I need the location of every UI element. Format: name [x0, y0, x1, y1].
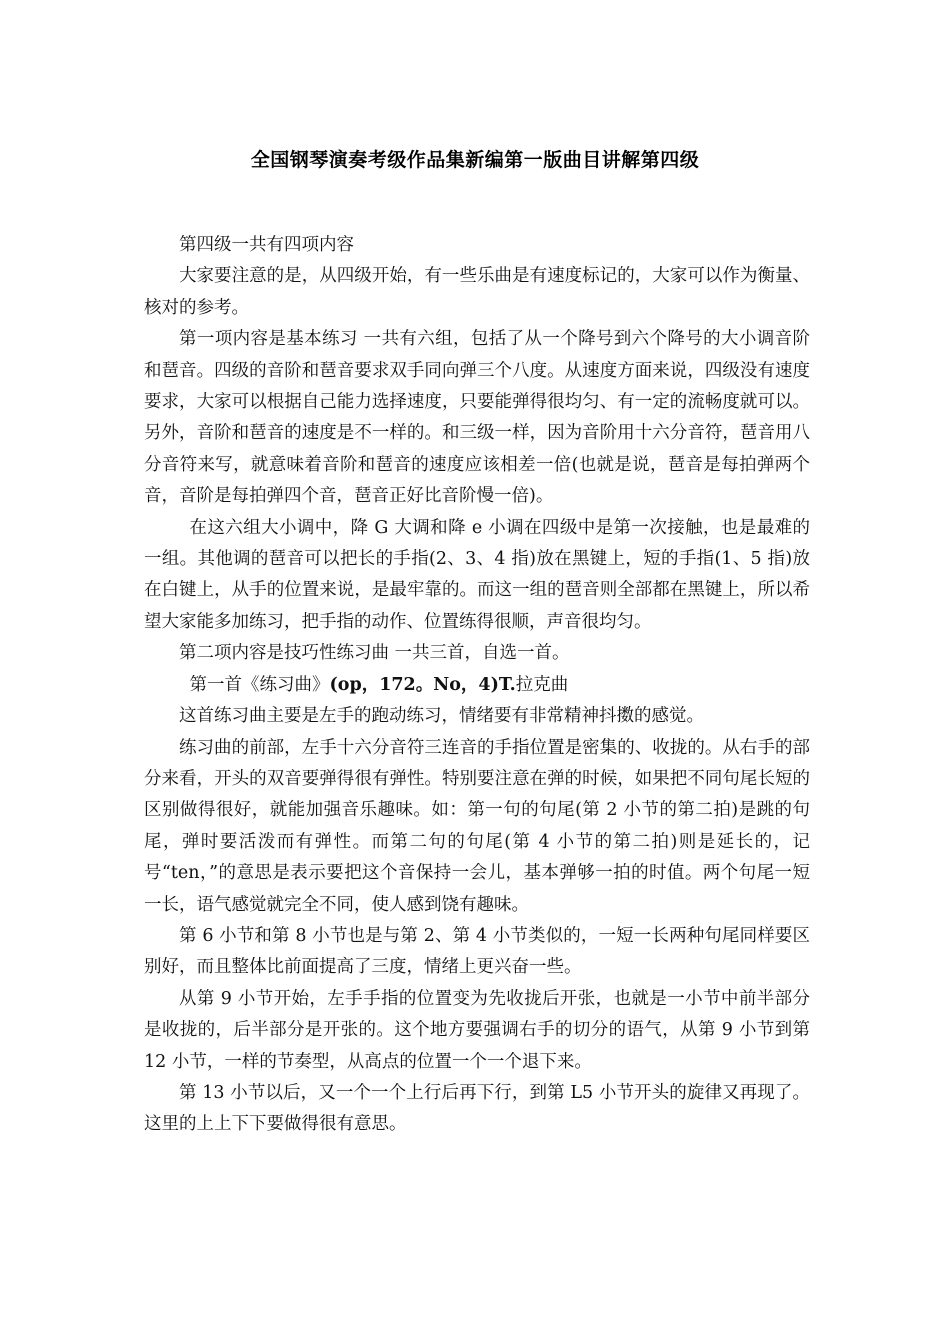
paragraph-key-difficulty: 在这六组大小调中，降 G 大调和降 e 小调在四级中是第一次接触，也是最难的一组。其他调的琶音可以把长的手指(2、3、4 指)放在黑键上，短的手指(1、5 指)放在白键上，从手的位置来说，是最牢靠的。而这一组的琶音则全部都在黑键上，所以希望大家能多加练习，把手指的动作、位置练得很顺，声音很均匀。 — [144, 517, 810, 632]
paragraph-bars-9-12: 从第 9 小节开始，左手手指的位置变为先收拢后开张，也就是一小节中前半部分是收拢的，后半部分是开张的。这个地方要强调右手的切分的语气，从第 9 小节到第 12 小节，一样的节奏型，从高点的位置一个一个退下来。 — [144, 988, 810, 1072]
paragraph-etude-summary: 这首练习曲主要是左手的跑动练习，情绪要有非常精神抖擞的感觉。 — [179, 706, 704, 727]
paragraph-tempo-note: 大家要注意的是，从四级开始，有一些乐曲是有速度标记的，大家可以作为衡量、核对的参考。 — [144, 266, 810, 318]
paragraph-intro: 第四级一共有四项内容 — [179, 235, 354, 255]
document-title: 全国钢琴演奏考级作品集新编第一版曲目讲解第四级 — [250, 149, 700, 171]
piece-heading-suffix: 拉克曲 — [515, 674, 569, 695]
paragraph-etude-section: 第二项内容是技巧性练习曲 一共三首，自选一首。 — [179, 643, 570, 664]
piece-heading — [144, 670, 810, 701]
piece-heading-opus: (op，172。No，4)T. — [329, 674, 516, 695]
paragraph-bars-13-15: 第 13 小节以后，又一个一个上行后再下行，到第 L5 小节开头的旋律又再现了。这里的上上下下要做得很有意思。 — [144, 1082, 810, 1135]
document-body — [144, 230, 810, 1141]
paragraph-etude-opening: 练习曲的前部，左手十六分音符三连音的手指位置是密集的、收拢的。从右手的部分来看，开头的双音要弹得很有弹性。特别要注意在弹的时候，如果把不同句尾长短的区别做得很好，就能加强音乐趣味。如：第一句的句尾(第 2 小节的第二拍)是跳的句尾，弹时要活泼而有弹性。而第二句的句尾(第 4 小节的第二拍)则是延长的，记号“ten，”的意思是表示要把这个音保持一会儿，基本弹够一拍的时值。两个句尾一短一长，语气感觉就完全不同，使人感到饶有趣味。 — [144, 737, 810, 915]
paragraph-basic-exercises: 第一项内容是基本练习 一共有六组，包括了从一个降号到六个降号的大小调音阶和琶音。四级的音阶和琶音要求双手同向弹三个八度。从速度方面来说，四级没有速度要求，大家可以根据自己能力选择速度，只要能弹得很均匀、有一定的流畅度就可以。另外，音阶和琶音的速度是不一样的。和三级一样，因为音阶用十六分音符，琶音用八分音符来写，就意味着音阶和琶音的速度应该相差一倍(也就是说，琶音是每拍弹两个音，音阶是每拍弹四个音，琶音正好比音阶慢一倍)。 — [144, 329, 810, 507]
piece-heading-prefix: 第一首《练习曲》 — [189, 674, 330, 695]
paragraph-bars-6-8: 第 6 小节和第 8 小节也是与第 2、第 4 小节类似的，一短一长两种句尾同样要区别好，而且整体比前面提高了三度，情绪上更兴奋一些。 — [144, 925, 810, 978]
